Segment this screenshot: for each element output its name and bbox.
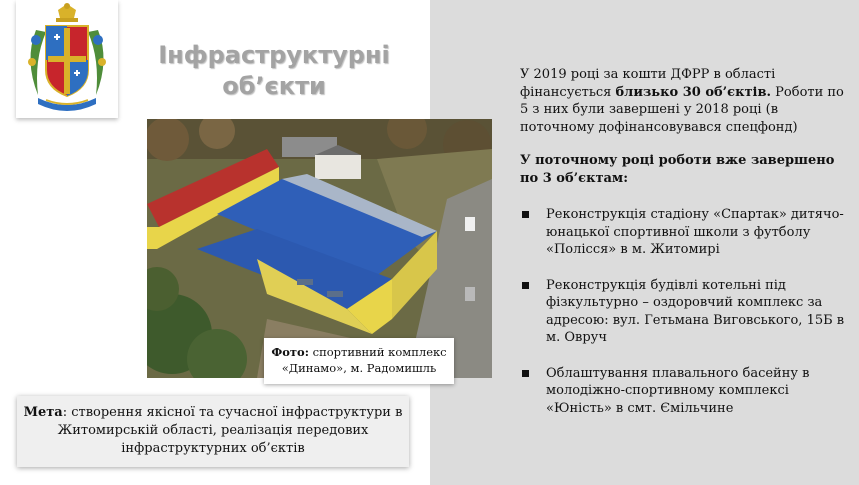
photo-caption-label: Фото: (271, 345, 309, 359)
intro-part-1: У 2019 році за кошти ДФРР в області фінансується (520, 67, 776, 100)
photo-caption-text: спортивний комплекс «Динамо», м. Радомишль (281, 345, 447, 375)
page-title (140, 40, 408, 102)
goal-label: Мета (23, 405, 63, 420)
page-title-line-2: об’єкти (222, 72, 326, 100)
project-text: Реконструкція стадіону «Спартак» дитячо-юнацької спортивної школи з футболу «Полісся» в м. Житомирі (546, 207, 844, 257)
project-text: Реконструкція будівлі котельні під фізкультурно – оздоровчий комплекс за адресою: вул. Гетьмана Виговського, 15Б в м. Овруч (546, 277, 845, 345)
photo-caption (264, 338, 454, 384)
goal-text: : створення якісної та сучасної інфраструктури в Житомирській області, реалізація передових інфраструктурних об’єктів (57, 405, 403, 456)
bullet-square-icon (522, 282, 529, 289)
completed-subheading: У поточному році роботи вже завершено по 3 об’єктам: (520, 153, 835, 186)
completed-projects-list (520, 206, 845, 435)
list-item (520, 206, 845, 259)
intro-part-2: Роботи по 5 з них були завершені у 2018 році (в поточному дофінансовувався спецфонд) (520, 84, 844, 135)
project-text: Облаштування плавального басейну в молодіжно-спортивному комплексі «Юність» в смт. Ємільчине (546, 365, 810, 416)
page-title-line-1: Інфраструктурні (158, 41, 390, 69)
goal-box (17, 396, 409, 467)
intro-paragraph (520, 66, 845, 136)
list-item (520, 277, 845, 347)
coat-of-arms-icon (16, 0, 118, 118)
list-item (520, 365, 845, 418)
bullet-square-icon (522, 370, 529, 377)
intro-bold: близько 30 об’єктів. (615, 84, 772, 100)
bullet-square-icon (522, 211, 529, 218)
